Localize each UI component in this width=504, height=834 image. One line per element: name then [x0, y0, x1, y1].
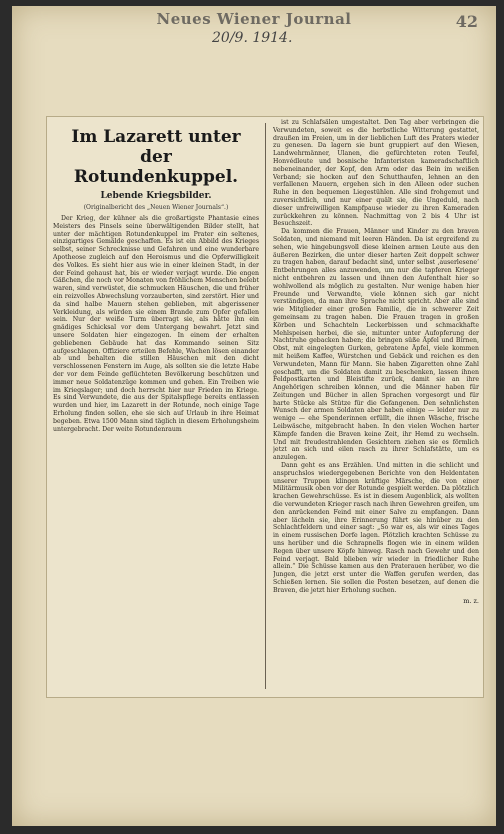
headline-line-1: Im Lazarett unter der — [71, 127, 241, 167]
article-signature: m. z. — [463, 596, 479, 605]
headline-line-2: Rotundenkuppel. — [73, 167, 239, 187]
article-credit: (Originalbericht des „Neuen Wiener Journals“.) — [83, 204, 229, 211]
column-2-paragraph-1: ist zu Schlafsälen umgestaltet. Den Tag aber verbringen die Verwundeten, soweit es die herbstliche Witterung gestattet, draußen im Freien, um in der lieblichen Luft des Praters wieder zu genesen. Da lagern sie bunt gruppiert auf den Wiesen, Landwehrmänner, Ulanen, die gefürchteten roten Teufel, Honvédleute und bosnische Infanteristen kameradschaftlich nebeneinander, der Kopf, den Arm oder das Bein im weißen Verband; sie hocken auf den Schutthaufen, lehnen an den verfallenen Mauern, ergehen sich in den Alleen oder suchen Ruhe in den bequemen Liegestühlen. Alle sind frohgemut und zuversichtlich, und nur einer quält sie, die Ungeduld, nach dieser unfreiwilligen Kampfpause wieder zu ihren Kameraden zurückkehren zu können. Nachmittag von 2 bis 4 Uhr ist Besuchszeit. — [273, 119, 479, 228]
article-column-1 — [53, 127, 259, 687]
article-subheadline: Lebende Kriegsbilder. — [100, 191, 212, 201]
masthead: Neues Wiener Journal — [156, 10, 352, 28]
column-1-text: Der Krieg, der kühner als die großartigste Phantasie eines Meisters des Pinsels seine überwältigenden Bilder stellt, hat unter der mächtigen Rotundenkuppel im Prater ein seltenes, einzigartiges Gemälde geschaffen. Es ist ein Abbild des Krieges selbst, seiner Schrecknisse und Gefahren und eine wunderbare Apotheose zugleich auf den Heroismus und die Opferwilligkeit des Volkes. Es sieht hier aus wie in einer kleinen Stadt, in der der Feind gehaust hat, bis er wieder verjagt wurde. Die engen Gäßchen, die noch vor Monaten von fröhlichem Menschen belebt waren, sind verwüstet, die schmucken Häuschen, die und früher ein reizvolles Abwechslung vorzauberten, sind zerstört. Hier und da sind halbe Mauern stehen geblieben, mit abgerissener Verkleidung, als würden sie einem Brande zum Opfer gefallen sein. Nur der weiße Turm überragt sie, als hätte ihn ein gnädiges Schicksal vor dem Untergang bewahrt. Jetzt sind unsere Soldaten hier eingezogen. In einem der erhalten gebliebenen Gebäude hat das Kommando seinen Sitz aufgeschlagen. Offiziere erteilen Befehle, Wachen lösen einander ab und behalten die stillen Häuschen mit den dicht verschlossenen Fenstern im Auge, als sollten sie die letzte Habe der vor dem Feinde geflüchteten Bevölkerung beschützen und immer neue Soldatenzüge kommen und gehen. Ein Treiben wie im Kriegslager; und doch herrscht hier nur Frieden im Kriege. Es sind Verwundete, die aus der Spitalspflege bereits entlassen wurden und hier, im Lazarett in der Rotunde, noch einige Tage Erholung finden sollen, ehe sie sich auf Urlaub in ihre Heimat begeben. Etwa 1500 Mann sind täglich in diesem Erholungsheim untergebracht. Der weite Rotundenraum — [53, 215, 259, 433]
handwritten-date: 20/9. 1914. — [212, 30, 293, 46]
page-number: 42 — [455, 12, 478, 31]
newspaper-page — [12, 6, 496, 826]
column-divider — [265, 123, 266, 689]
column-2-paragraph-2: Da kommen die Frauen, Männer und Kinder zu den braven Soldaten, und niemand mit leeren Händen. Da ist ergreifend zu sehen, wie hingebungsvoll diese kleinen armen Leute aus den äußeren Bezirken, die unter dieser harten Zeit doppelt schwer zu tragen haben, darauf bedacht sind, unter selbst ‚auserlesene‘ Entbehrungen alles anzuwenden, um nur die tapferen Krieger nicht entbehren zu lassen und ihnen den Aufenthalt hier so wohlwollend als möglich zu gestalten. Nur wenige haben hier Freunde und Verwandte, viele können sich gar nicht verständigen, da man ihre Sprache nicht spricht. Aber alle sind wie Mitglieder einer großen Familie, die in schwerer Zeit gemeinsam zu tragen haben. Die Frauen tragen in großen Körben und Schachteln Leckerbissen und schmackhafte Mehlspeisen herbei, die sie, mitunter unter Aufopferung der Nachtruhe gebacken haben; die bringen süße Äpfel und Birnen, Obst, mit eingelegten Gurken, gebratene Äpfel, viele kommen mit heißem Kaffee, Würstchen und Gebäck und reichen es den Verwundeten, Mann für Mann. Sie haben Zigaretten ohne Zahl geschafft, um die Soldaten damit zu beschenken, lassen ihnen Feldpostkarten und Bleistifte zurück, damit sie an ihre Angehörigen schreiben können, und die Männer haben für Zeitungen und Bücher in allen Sprachen vorgesorgt und für harte Stücke als Stütze für die Gefangenen. Den sehnlichsten Wunsch der armen Soldaten aber haben einige — leider nur zu wenige — ehe Spenderinnen erfüllt, die ihnen Wäsche, frische Leibwäsche, mitgebracht haben. In den vielen Wochen harter Kämpfe fanden die Braven keine Zeit, ihr Hemd zu wechseln. Und mit freudestrahlenden Gesichtern ziehen sie es förmlich jetzt an sich und eilen rasch zu ihrer Schlafstätte, um es anzulegen. — [273, 228, 479, 462]
article-headline — [53, 127, 259, 187]
article-column-2 — [273, 119, 479, 689]
article-clipping — [46, 116, 484, 698]
column-2-paragraph-3: Dann geht es ans Erzählen. Und mitten in die schlicht und anspruchslos wiedergegebenen Berichte von den Heldentaten unserer Truppen klingen kräftige Märsche, die von einer Militärmusik oben vor der Rotunde gespielt werden. Da plötzlich krachen Gewehrschüsse. Es ist in diesem Augenblick, als wollten die verwundeten Krieger rasch nach ihren Gewehren greifen, um den anrückenden Feind mit einer Salve zu empfangen. Dann aber lächeln sie, ihre Erinnerung führt sie hinüber zu den Schlachtfeldern und einer sagt: „So war es, als wir eines Tages in einem russischen Dorfe lagen. Plötzlich krachten Schüsse zu uns herüber und die Schrapnells flogen wie in einem wilden Regen über unsere Köpfe hinweg. Rasch nach Gewehr und den Feind verjagt. Bald blieben wir wieder in friedlicher Ruhe allein.“ Die Schüsse kamen aus den Praterauen herüber, wo die Jungen, die jetzt erst unter die Waffen gerufen werden, das Schießen lernen. Sie sollen die Posten besetzen, auf denen die Braven, die jetzt hier Erholung suchen. — [273, 462, 479, 594]
